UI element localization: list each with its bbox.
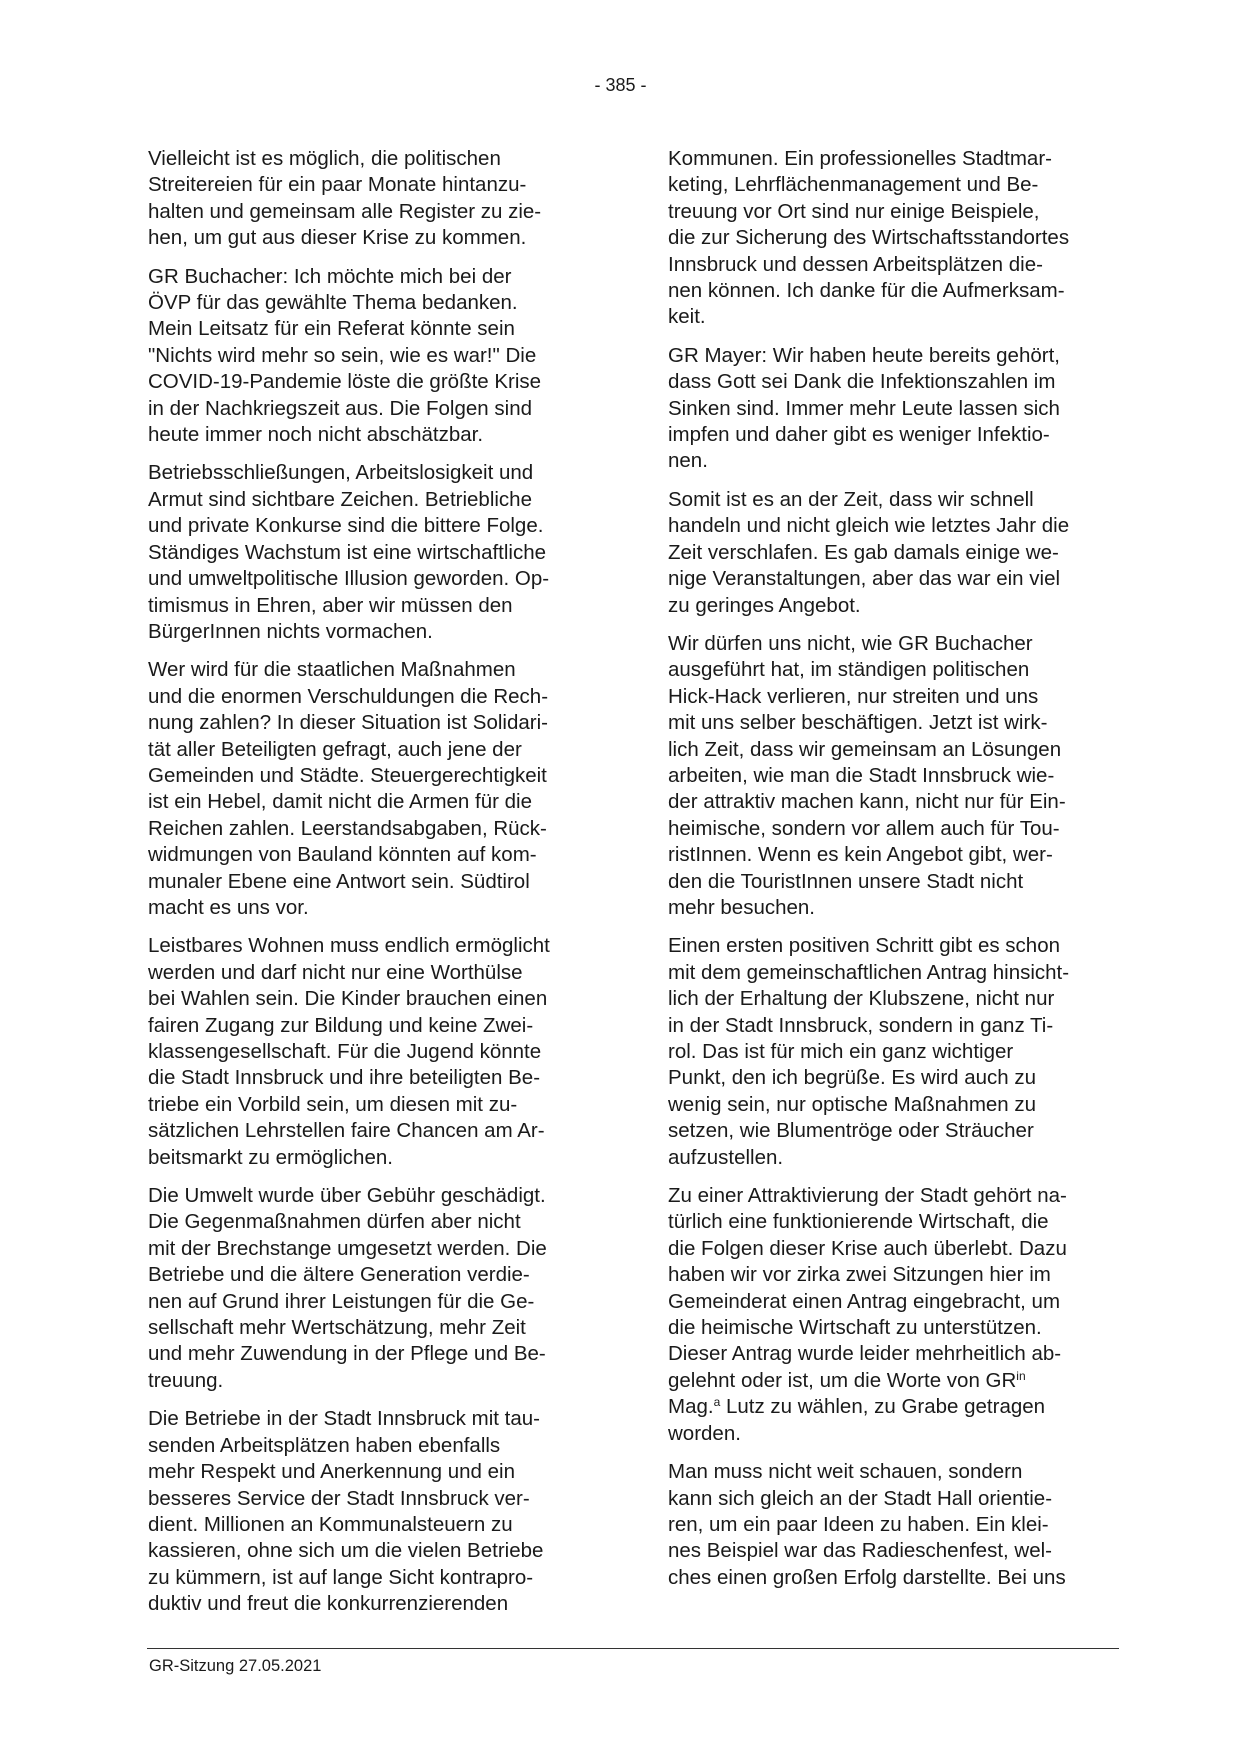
footer-divider (147, 1648, 1119, 1649)
paragraph-speech-buchacher: GR Buchacher: Ich möchte mich bei der ÖVP für das gewählte Thema bedanken. Mein Leitsatz für ein Referat könnte sein "Nichts wird mehr so sein, wie es war!" Die COVID-19-Pandemie löste die größte Krise in der Nachkriegszeit aus. Die Folgen sind heute immer noch nicht abschätzbar. (148, 264, 542, 447)
paragraph: Somit ist es an der Zeit, dass wir schnell handeln und nicht gleich wie letztes Jahr die Zeit verschlafen. Es gab damals einige we- nige Veranstaltungen, aber das war ein viel zu geringes Angebot. (668, 487, 1070, 617)
paragraph: Vielleicht ist es möglich, die politischen Streitereien für ein paar Monate hintanzu- halten und gemeinsam alle Register zu zie- hen, um gut aus dieser Krise zu kommen. (148, 147, 542, 250)
paragraph: Kommunen. Ein professionelles Stadtmar- keting, Lehrflächenmanagement und Be- treuung vor Ort sind nur einige Beispiele, die zur Sicherung des Wirtschaftsstandortes Innsbruck und dessen Arbeitsplätzen die- nen können. Ich danke für die Aufmerksam- keit. (668, 147, 1070, 329)
superscript: a (713, 1395, 721, 1410)
paragraph: Einen ersten positiven Schritt gibt es schon mit dem gemeinschaftlichen Antrag hinsicht- lich der Erhaltung der Klubszene, nicht nur in der Stadt Innsbruck, sondern in ganz Ti- rol. Das ist für mich ein ganz wichtiger Punkt, den ich begrüße. Es wird auch zu wenig sein, nur optische Maßnahmen zu setzen, wie Blumentröge oder Sträucher aufzustellen. (668, 934, 1070, 1169)
footer-session-date: GR-Sitzung 27.05.2021 (149, 1657, 322, 1675)
superscript: in (1016, 1368, 1026, 1383)
text-run: Mag. (668, 1395, 714, 1419)
paragraph: Die Umwelt wurde über Gebühr geschädigt. Die Gegenmaßnahmen dürfen aber nicht mit der Brechstange umgesetzt werden. Die Betriebe und die ältere Generation verdie- nen auf Grund ihrer Leistungen für die Ge- sellschaft mehr Wertschätzung, mehr Zeit und mehr Zuwendung in der Pflege und Be- treuung. (148, 1184, 547, 1392)
paragraph-with-superscripts (668, 1183, 1123, 1447)
text-run: Lutz zu wählen, zu Grabe getragen worden. (668, 1395, 1046, 1445)
left-column (148, 146, 603, 1630)
paragraph: Leistbares Wohnen muss endlich ermöglicht werden und darf nicht nur eine Worthülse bei Wahlen sein. Die Kinder brauchen einen fairen Zugang zur Bildung und keine Zwei- klassengesellschaft. Für die Jugend könnte die Stadt Innsbruck und ihre beteiligten Be- triebe ein Vorbild sein, um diesen mit zu- sätzlichen Lehrstellen faire Chancen am Ar- beitsmarkt zu ermöglichen. (148, 934, 550, 1169)
paragraph: Wir dürfen uns nicht, wie GR Buchacher ausgeführt hat, im ständigen politischen Hick-Hack verlieren, nur streiten und uns mit uns selber beschäftigen. Jetzt ist wirk- lich Zeit, dass wir gemeinsam an Lösungen arbeiten, wie man die Stadt Innsbruck wie- der attraktiv machen kann, nicht nur für Ein- heimische, sondern vor allem auch für Tou- ristInnen. Wenn es kein Angebot gibt, wer- den die TouristInnen unsere Stadt nicht mehr besuchen. (668, 631, 1066, 919)
paragraph: Wer wird für die staatlichen Maßnahmen und die enormen Verschuldungen die Rech- nung zahlen? In dieser Situation ist Solidari- tät aller Beteiligten gefragt, auch jene der Gemeinden und Städte. Steuergerechtigkeit ist ein Hebel, damit nicht die Armen für die Reichen zahlen. Leerstandsabgaben, Rück- widmungen von Bauland könnten auf kom- munaler Ebene eine Antwort sein. Südtirol macht es uns vor. (148, 658, 549, 919)
page-number: - 385 - (594, 75, 647, 95)
paragraph-speech-mayer: GR Mayer: Wir haben heute bereits gehört, dass Gott sei Dank die Infektionszahlen im Sinken sind. Immer mehr Leute lassen sich impfen und daher gibt es weniger Infektio- nen. (668, 343, 1060, 473)
paragraph: Man muss nicht weit schauen, sondern kann sich gleich an der Stadt Hall orientie- ren, um ein paar Ideen zu haben. Ein klei- nes Beispiel war das Radieschenfest, wel- ches einen großen Erfolg darstellte. Bei uns (668, 1460, 1066, 1589)
paragraph: Betriebsschließungen, Arbeitslosigkeit und Armut sind sichtbare Zeichen. Betriebliche und private Konkurse sind die bittere Folge. Ständiges Wachstum ist eine wirtschaftliche und umweltpolitische Illusion geworden. Op- timismus in Ehren, aber wir müssen den BürgerInnen nichts vormachen. (148, 461, 550, 643)
paragraph: Die Betriebe in der Stadt Innsbruck mit tau- senden Arbeitsplätzen haben ebenfalls mehr Respekt und Anerkennung und ein besseres Service der Stadt Innsbruck ver- dient. Millionen an Kommunalsteuern zu kassieren, ohne sich um die vielen Betriebe zu kümmern, ist auf lange Sicht kontrapro- duktiv und freut die konkurrenzierenden (148, 1407, 544, 1616)
right-column (668, 146, 1123, 1603)
text-run: Zu einer Attraktivierung der Stadt gehört na- türlich eine funktionierende Wirtschaft, die die Folgen dieser Krise auch überlebt. Dazu haben wir vor zirka zwei Sitzungen hier im Gemeinderat einen Antrag eingebracht, um die heimische Wirtschaft zu unterstützen. Dieser Antrag wurde leider mehrheitlich ab- gelehnt oder ist, um die Worte von GR (668, 1184, 1067, 1392)
